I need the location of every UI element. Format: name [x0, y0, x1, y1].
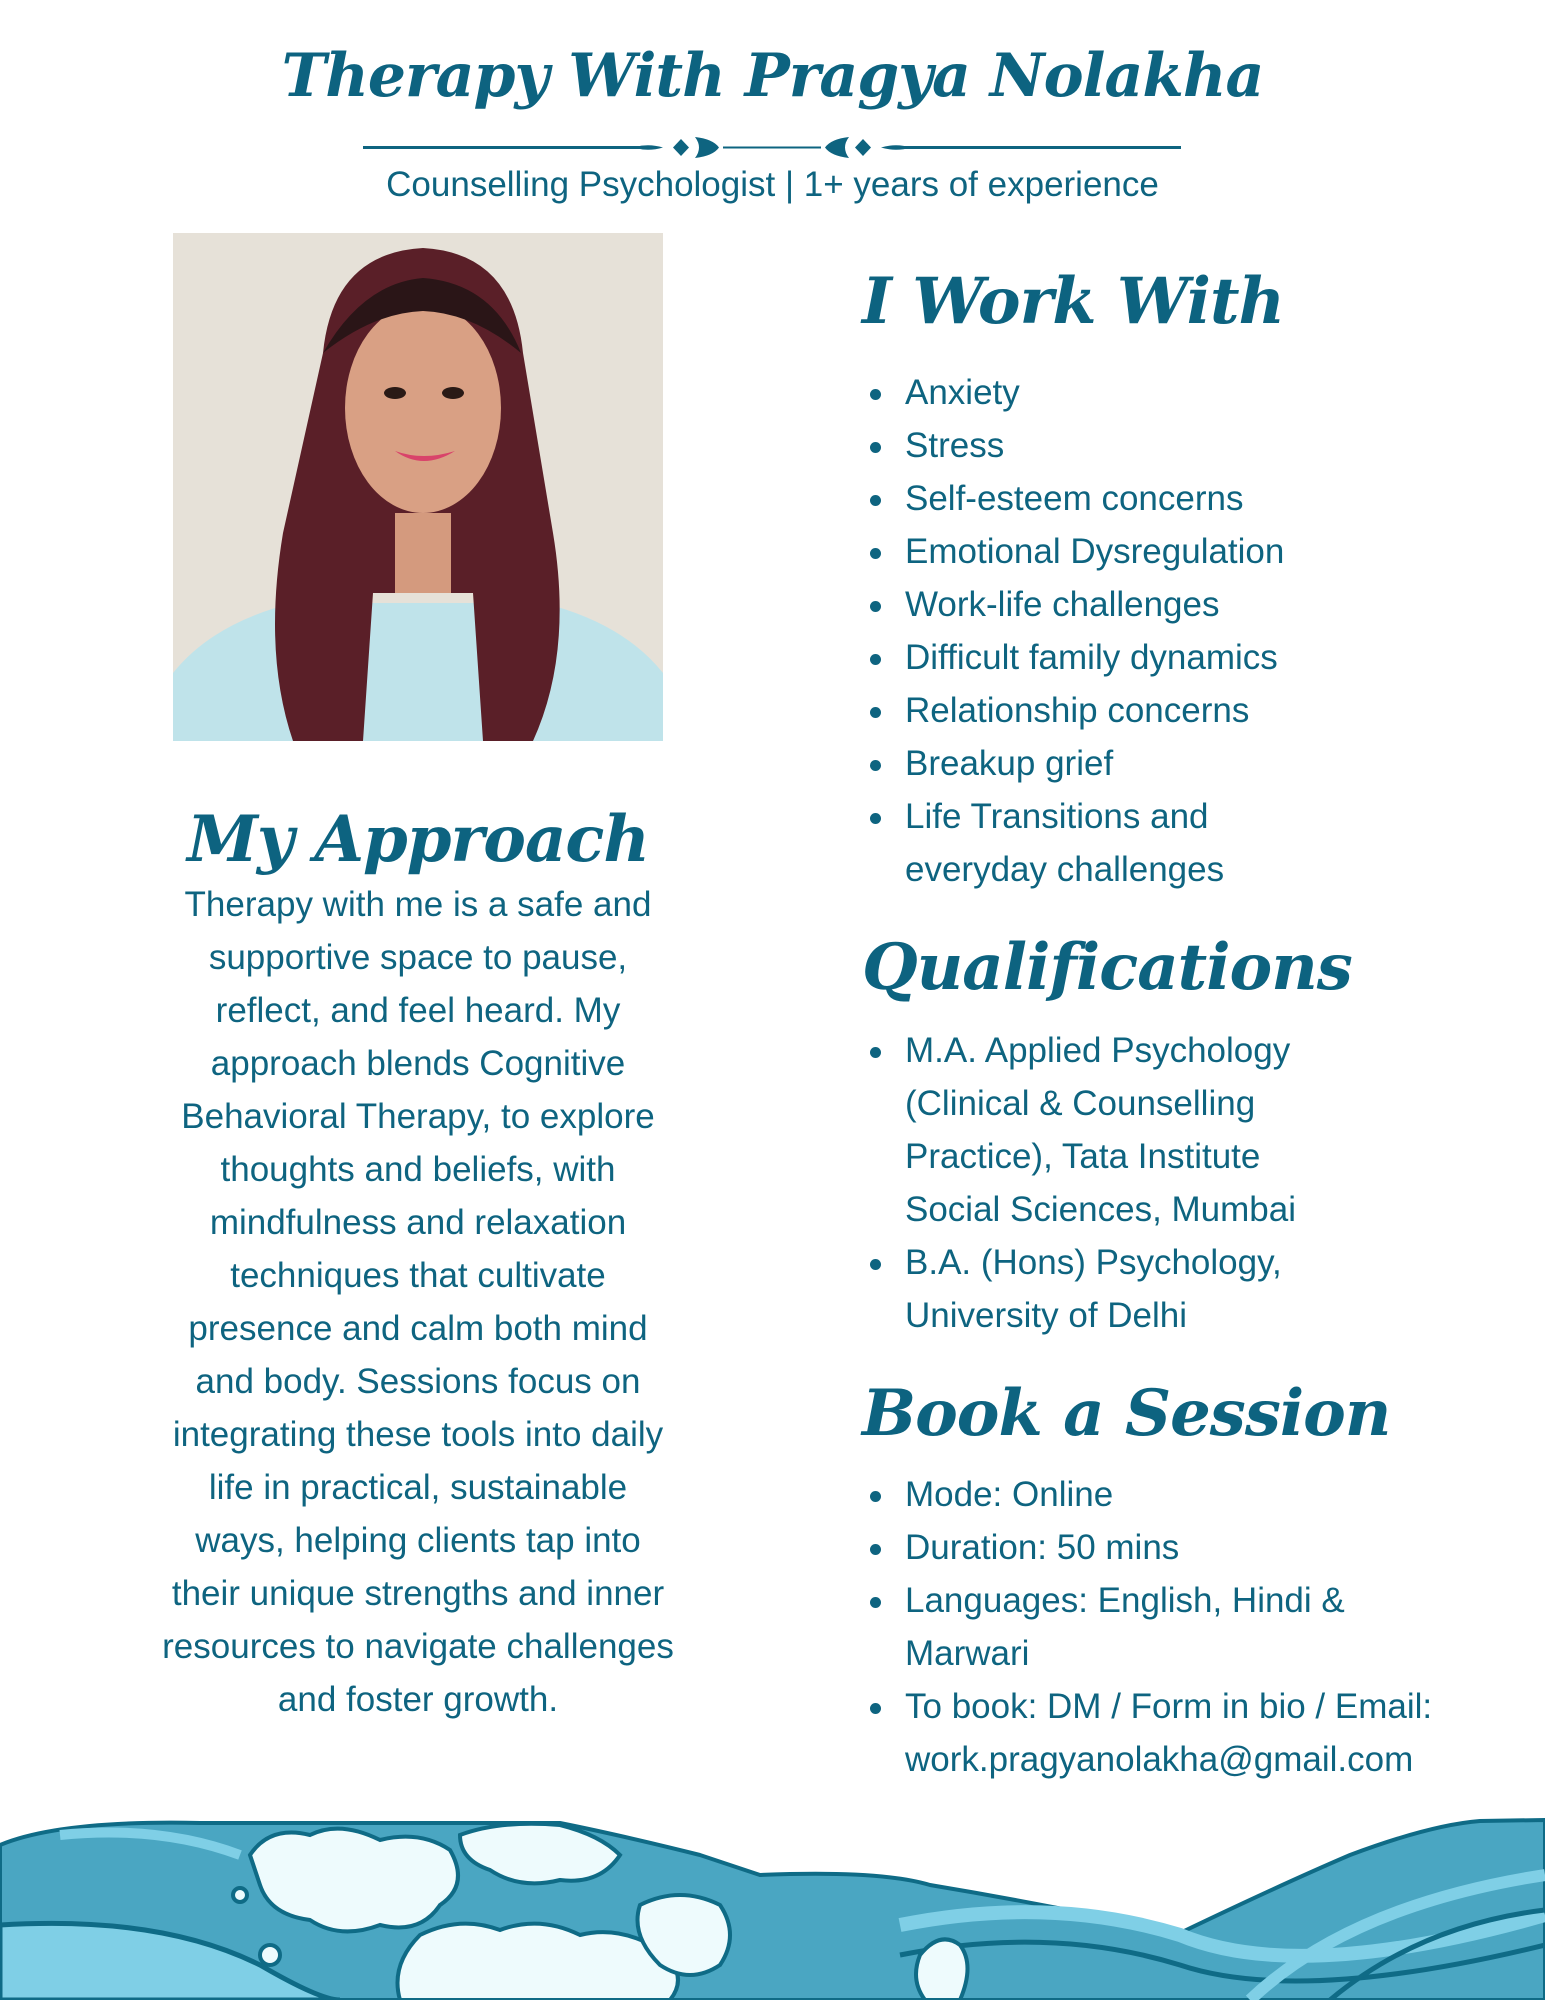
ornament-divider — [363, 133, 1181, 163]
bullet-icon — [870, 442, 881, 453]
list-item: To book: DM / Form in bio / Email: work.pragyanolakha@gmail.com — [862, 1680, 1525, 1786]
booking-list — [862, 1468, 1532, 1786]
qualifications-list — [862, 1024, 1532, 1342]
bullet-icon — [870, 707, 881, 718]
list-item: Mode: Online — [862, 1468, 1532, 1521]
divider-line-center — [723, 147, 821, 149]
list-item: Breakup grief — [862, 737, 1532, 790]
qualifications-heading: Qualifications — [862, 930, 1352, 1005]
work-with-list — [862, 366, 1532, 896]
work-with-heading: I Work With — [862, 264, 1285, 339]
bullet-icon — [870, 1597, 881, 1608]
bullet-icon — [870, 389, 881, 400]
bullet-icon — [870, 1491, 881, 1502]
bullet-icon — [870, 654, 881, 665]
bullet-icon — [870, 1047, 881, 1058]
approach-paragraph: Therapy with me is a safe and supportive space to pause, reflect, and feel heard. My approach blends Cognitive Behavioral Therapy, to explore thoughts and beliefs, with mindfulness and relaxation techniques that cultivate presence and calm both mind and body. Sessions focus on integrating these tools into daily life in practical, sustainable ways, helping clients tap into their unique strengths and inner resources to navigate challenges and foster growth. — [162, 885, 674, 1719]
wave-footer-illustration — [0, 1815, 1545, 2000]
bullet-icon — [870, 601, 881, 612]
list-item: B.A. (Hons) Psychology, University of Delhi — [862, 1236, 1335, 1342]
bullet-icon — [870, 760, 881, 771]
face-shape — [345, 303, 501, 513]
list-item: Duration: 50 mins — [862, 1521, 1532, 1574]
approach-heading: My Approach — [187, 802, 649, 877]
bullet-icon — [870, 1259, 881, 1270]
page-title: Therapy With Pragya Nolakha — [281, 41, 1264, 111]
portrait-illustration — [173, 233, 663, 741]
bullet-icon — [870, 1703, 881, 1714]
divider-line-left — [363, 146, 643, 149]
list-item: Emotional Dysregulation — [862, 525, 1532, 578]
list-item: Difficult family dynamics — [862, 631, 1532, 684]
list-item: Self-esteem concerns — [862, 472, 1532, 525]
list-item: Work-life challenges — [862, 578, 1532, 631]
book-session-heading: Book a Session — [862, 1376, 1391, 1451]
bullet-icon — [870, 813, 881, 824]
list-item: Anxiety — [862, 366, 1532, 419]
bullet-icon — [870, 1544, 881, 1555]
divider-line-right — [901, 146, 1181, 149]
bullet-icon — [870, 548, 881, 559]
profile-photo — [173, 233, 663, 741]
bullet-icon — [870, 495, 881, 506]
list-item: Stress — [862, 419, 1532, 472]
list-item: M.A. Applied Psychology (Clinical & Counselling Practice), Tata Institute Social Sciences, Mumbai — [862, 1024, 1335, 1236]
subtitle: Counselling Psychologist | 1+ years of experience — [386, 165, 1159, 204]
list-item: Languages: English, Hindi & Marwari — [862, 1574, 1375, 1680]
list-item: Relationship concerns — [862, 684, 1532, 737]
kurta-shape — [173, 603, 663, 741]
list-item: Life Transitions and everyday challenges — [862, 790, 1285, 896]
